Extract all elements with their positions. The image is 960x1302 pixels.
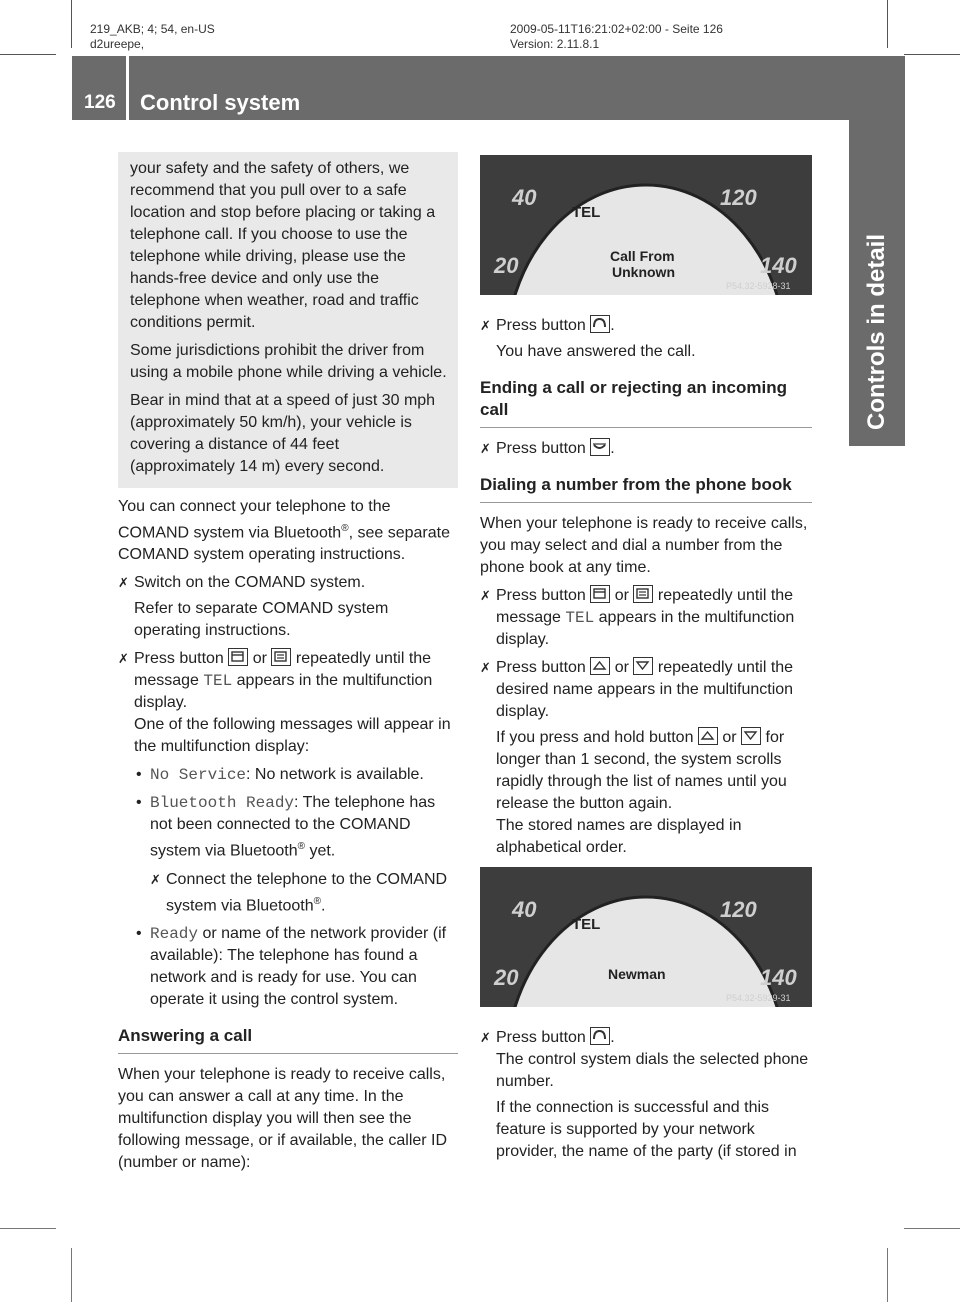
step-arrow-icon: ✗ — [118, 651, 129, 667]
intro-paragraph — [118, 496, 458, 566]
figure-reference: P54.32-5929-31 — [726, 993, 791, 1003]
step-text: Switch on the COMAND system. — [134, 574, 366, 592]
step-text-part: Press button — [496, 440, 586, 457]
phone-end-button-icon — [590, 438, 610, 456]
display-message-code: No Service — [150, 766, 247, 785]
display-line1: Call From — [610, 248, 675, 264]
meta-left-line1: 219_AKB; 4; 54, en-US — [90, 22, 215, 36]
section-paragraph: When your telephone is ready to receive calls, you may select and dial a number from the phone book at any time. — [480, 515, 808, 576]
step-text-part: repeatedly until the desired name appears in the multifunction display. — [496, 659, 794, 720]
header-divider — [126, 56, 129, 120]
multifunction-display-image — [480, 155, 812, 295]
phone-answer-button-icon — [590, 1027, 610, 1045]
step-text-part: repeatedly until the message — [134, 650, 432, 690]
gauge-label-20: 20 — [494, 965, 519, 990]
instruction-step — [480, 1027, 812, 1163]
step-text-part: or — [614, 659, 629, 676]
crop-mark — [904, 1228, 960, 1229]
step-text-part: . — [610, 440, 615, 457]
step-result: You have answered the call. — [496, 343, 696, 360]
step-arrow-icon: ✗ — [118, 575, 129, 591]
step-text: The stored names are displayed in alphabetical order. — [496, 817, 742, 856]
list-item-text: : No network is available. — [246, 766, 424, 784]
down-button-icon — [741, 727, 761, 745]
meta-right-line1: 2009-05-11T16:21:02+02:00 - Seite 126 — [510, 22, 723, 36]
step-text-part: repeatedly until the message — [496, 587, 794, 626]
note-paragraph: Some jurisdictions prohibit the driver from using a mobile phone while driving a vehicle. — [130, 342, 447, 381]
step-arrow-icon: ✗ — [480, 1030, 491, 1045]
display-message-code: Ready — [150, 924, 199, 943]
page-header — [72, 56, 905, 120]
instruction-step — [480, 657, 812, 859]
page-title: Control system — [140, 90, 301, 115]
list-item — [134, 923, 458, 1011]
display-line1: Newman — [608, 966, 666, 982]
display-message-code: TEL — [203, 672, 233, 691]
display-tel-label: TEL — [572, 916, 601, 933]
safety-note — [118, 152, 458, 488]
up-button-icon — [698, 727, 718, 745]
step-text — [496, 657, 812, 723]
step-text-part: Press button — [496, 659, 586, 676]
display-next-button-icon — [228, 648, 248, 666]
step-arrow-icon: ✗ — [480, 318, 491, 333]
step-arrow-icon: ✗ — [480, 660, 491, 675]
step-text-part: If you press and hold button — [496, 729, 694, 746]
gauge-label-120: 120 — [720, 897, 757, 922]
instruction-substep — [150, 869, 458, 917]
step-text: One of the following messages will appear in the multifunction display: — [134, 716, 451, 756]
list-item — [134, 764, 458, 786]
instruction-step — [480, 315, 812, 363]
step-text-part: Press button — [496, 1029, 586, 1046]
bullet-icon: • — [136, 766, 142, 784]
step-text-part: appears in the multifunction display. — [134, 672, 433, 712]
intro-text: , see separate COMAND system operating instructions. — [118, 524, 450, 564]
step-arrow-icon: ✗ — [150, 871, 161, 887]
crop-mark — [887, 1248, 888, 1302]
step-text-part: . — [610, 317, 615, 334]
step-text-part: or — [722, 729, 737, 746]
display-graphic — [480, 155, 812, 295]
display-graphic — [480, 867, 812, 1007]
crop-mark — [0, 1228, 56, 1229]
display-back-button-icon — [271, 648, 291, 666]
crop-mark — [71, 1248, 72, 1302]
substep-text: Connect the telephone to the COMAND system via Bluetooth — [166, 870, 448, 914]
down-button-icon — [633, 657, 653, 675]
step-text-part: Press button — [496, 587, 586, 604]
gauge-label-40: 40 — [512, 897, 537, 922]
step-result: The control system dials the selected phone number. — [496, 1051, 809, 1090]
right-column — [480, 155, 812, 1169]
gauge-label-40: 40 — [512, 185, 537, 210]
section-heading: Ending a call or rejecting an incoming call — [480, 377, 812, 428]
display-next-button-icon — [590, 585, 610, 603]
bullet-icon: • — [136, 924, 142, 942]
gauge-label-20: 20 — [494, 253, 519, 278]
display-tel-label: TEL — [572, 204, 601, 221]
phone-answer-button-icon — [590, 315, 610, 333]
gauge-label-120: 120 — [720, 185, 757, 210]
display-message-code: TEL — [565, 609, 595, 627]
bullet-icon: • — [136, 794, 142, 812]
step-text — [496, 1027, 812, 1049]
chapter-tab-label: Controls in detail — [863, 233, 890, 430]
instruction-step — [480, 438, 812, 460]
display-message-code: Bluetooth Ready — [150, 794, 295, 813]
instruction-step — [480, 585, 812, 651]
step-text-part: or — [252, 650, 267, 668]
registered-mark: ® — [341, 523, 349, 534]
page-number: 126 — [84, 92, 116, 113]
chapter-tab — [849, 120, 905, 446]
step-text: Refer to separate COMAND system operating instructions. — [134, 600, 389, 640]
display-line2: Unknown — [612, 264, 675, 280]
instruction-step — [118, 572, 458, 642]
list-item-text: yet. — [305, 842, 336, 860]
step-text — [496, 315, 812, 337]
section-heading: Dialing a number from the phone book — [480, 474, 812, 503]
step-text-part: Press button — [134, 650, 224, 668]
multifunction-display-image — [480, 867, 812, 1007]
registered-mark: ® — [297, 841, 305, 853]
crop-mark — [904, 54, 960, 55]
crop-mark — [887, 0, 888, 48]
step-text-part: for longer than 1 second, the system scrolls rapidly through the list of names until you release the button again. — [496, 729, 787, 812]
gauge-label-140: 140 — [760, 965, 797, 990]
substep-text: . — [321, 896, 326, 914]
intro-text: You can connect your telephone to the COMAND system via Bluetooth — [118, 498, 391, 542]
section-heading: Answering a call — [118, 1025, 458, 1054]
gauge-label-140: 140 — [760, 253, 797, 278]
list-item-text: or name of the network provider (if available): The telephone has found a network and is ready for use. You can operate it using the control system. — [150, 924, 447, 1008]
registered-mark: ® — [313, 895, 321, 907]
list-item-text: : The telephone has not been connected to the COMAND system via Bluetooth — [150, 794, 436, 860]
up-button-icon — [590, 657, 610, 675]
left-column — [118, 152, 458, 1180]
crop-mark — [0, 54, 56, 55]
meta-right-line2: Version: 2.11.8.1 — [510, 37, 600, 51]
section-paragraph: When your telephone is ready to receive calls, you can answer a call at any time. In the multifunction display you will then see the following message, or if available, the caller ID (number or name): — [118, 1065, 448, 1171]
step-arrow-icon: ✗ — [480, 441, 491, 456]
figure-reference: P54.32-5928-31 — [726, 281, 791, 291]
meta-right — [510, 22, 723, 52]
step-arrow-icon: ✗ — [480, 588, 491, 603]
step-result: If the connection is successful and this feature is supported by your network provider, the name of the party (if stored in — [496, 1099, 797, 1160]
instruction-step — [118, 648, 458, 758]
meta-left — [90, 22, 215, 52]
step-text-part: or — [614, 587, 629, 604]
crop-mark — [71, 0, 72, 48]
step-text-part: Press button — [496, 317, 586, 334]
step-text — [134, 648, 458, 714]
step-text-part: appears in the multifunction display. — [496, 609, 795, 648]
meta-left-line2: d2ureepe, — [90, 37, 145, 51]
note-paragraph: Bear in mind that at a speed of just 30 mph (approximately 50 km/h), your vehicle is covering a distance of 44 feet (approximately 14 m) every second. — [130, 392, 436, 475]
step-text-part: . — [610, 1029, 615, 1046]
list-item — [134, 792, 458, 862]
step-text — [496, 727, 812, 815]
display-back-button-icon — [633, 585, 653, 603]
note-paragraph: your safety and the safety of others, we recommend that you pull over to a safe location and stop before placing or taking a telephone call. If you choose to use the telephone while driving, please use the hands-free device and only use the telephone when weather, road and traffic conditions permit. — [130, 160, 436, 331]
